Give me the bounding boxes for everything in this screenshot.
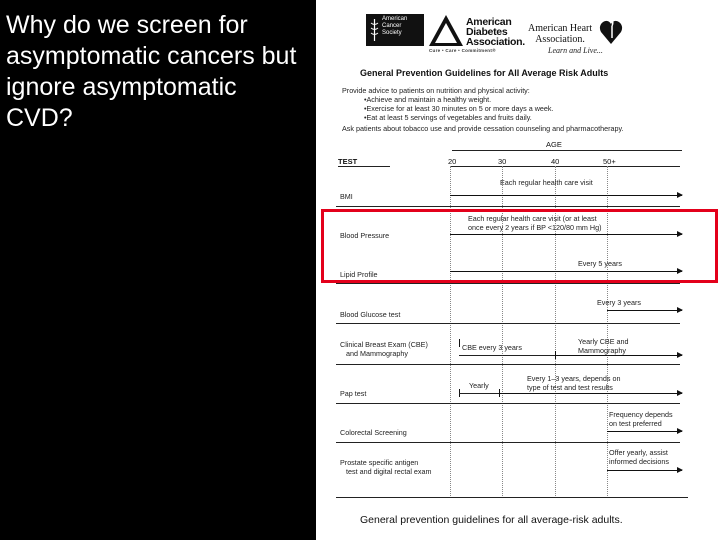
bmi-arrow	[450, 195, 682, 196]
cbe-arrow	[555, 355, 682, 356]
bp-note-2: once every 2 years if BP <120/80 mm Hg)	[468, 223, 602, 232]
document-heading: General Prevention Guidelines for All Average Risk Adults	[360, 68, 609, 78]
cbe-note-2b: Mammography	[578, 346, 626, 355]
age-50-plus: 50+	[603, 157, 616, 166]
glucose-note: Every 3 years	[597, 298, 641, 307]
acs-line-2: Cancer	[382, 23, 402, 29]
colorectal-note-b: on test preferred	[609, 419, 662, 428]
acs-line-1: American	[382, 16, 408, 22]
aha-tagline: Learn and Live...	[548, 46, 603, 55]
row-divider	[336, 364, 680, 365]
cbe-segment	[459, 355, 555, 356]
colorectal-arrow	[607, 431, 682, 432]
cbe-note-2a: Yearly CBE and	[578, 337, 629, 346]
acs-logo	[366, 14, 424, 46]
advice-line-2: •Achieve and maintain a healthy weight.	[364, 95, 492, 104]
advice-line-1: Provide advice to patients on nutrition and physical activity:	[342, 86, 530, 95]
ada-logo-text	[466, 17, 525, 47]
age-20: 20	[448, 157, 457, 166]
cbe-label-2: and Mammography	[346, 349, 408, 358]
pap-arrow	[499, 393, 682, 394]
prostate-arrow	[607, 470, 682, 471]
pap-note-2b: type of test and test results	[527, 383, 613, 392]
age-rule	[452, 150, 682, 151]
advice-line-5: Ask patients about tobacco use and provide cessation counseling and pharmacotherapy.	[342, 124, 624, 133]
pap-note-2a: Every 1–3 years, depends on	[527, 374, 621, 383]
age-30: 30	[498, 157, 507, 166]
caduceus-icon	[370, 18, 379, 42]
age-header-underline	[450, 166, 680, 167]
colorectal-label: Colorectal Screening	[340, 428, 407, 437]
ada-tagline: Cure • Care • Commitment®	[429, 48, 496, 53]
prostate-note-a: Offer yearly, assist	[609, 448, 668, 457]
lipid-label: Lipid Profile	[340, 270, 378, 279]
ada-line-2: Diabetes	[466, 26, 508, 38]
aha-line-1: American Heart	[528, 23, 593, 34]
bmi-note: Each regular health care visit	[500, 178, 593, 187]
pap-segment	[459, 393, 499, 394]
lipid-note: Every 5 years	[578, 259, 622, 268]
bmi-label: BMI	[340, 192, 353, 201]
cbe-note-1: CBE every 3 years	[462, 343, 522, 352]
aha-line-2: Association.	[535, 34, 585, 45]
bottom-rule	[336, 497, 688, 498]
slide-title: Why do we screen for asymptomatic cancers but ignore asymptomatic CVD?	[6, 11, 297, 132]
bp-label: Blood Pressure	[340, 231, 390, 240]
ada-triangle-icon	[428, 14, 464, 47]
ada-line-3: Association.	[466, 36, 525, 48]
pap-note-1: Yearly	[469, 381, 489, 390]
bp-note-1: Each regular health care visit (or at least	[468, 214, 597, 223]
cbe-label-1: Clinical Breast Exam (CBE)	[340, 340, 428, 349]
advice-line-4: •Eat at least 5 servings of vegetables and fruits daily.	[364, 113, 532, 122]
figure-caption: General prevention guidelines for all average-risk adults.	[360, 514, 623, 526]
test-underline	[338, 166, 390, 167]
colorectal-note-a: Frequency depends	[609, 410, 673, 419]
pap-label: Pap test	[340, 389, 367, 398]
age-40: 40	[551, 157, 560, 166]
row-divider	[336, 442, 680, 443]
row-divider	[336, 403, 680, 404]
test-label: TEST	[338, 157, 358, 166]
glucose-label: Blood Glucose test	[340, 310, 401, 319]
prostate-label-1: Prostate specific antigen	[340, 458, 419, 467]
prostate-label-2: test and digital rectal exam	[346, 467, 432, 476]
acs-line-3: Society	[382, 30, 402, 36]
highlight-box	[321, 209, 718, 283]
row-divider	[336, 206, 680, 207]
cbe-start-tick	[459, 339, 460, 347]
advice-line-3: •Exercise for at least 30 minutes on 5 or more days a week.	[364, 104, 554, 113]
aha-heart-torch-icon	[599, 16, 623, 46]
glucose-arrow	[607, 310, 682, 311]
aha-logo-text	[528, 23, 592, 45]
prostate-note-b: informed decisions	[609, 457, 669, 466]
ada-line-1: American	[466, 16, 512, 28]
row-divider	[336, 323, 680, 324]
row-divider	[336, 283, 680, 284]
age-label: AGE	[546, 140, 562, 149]
